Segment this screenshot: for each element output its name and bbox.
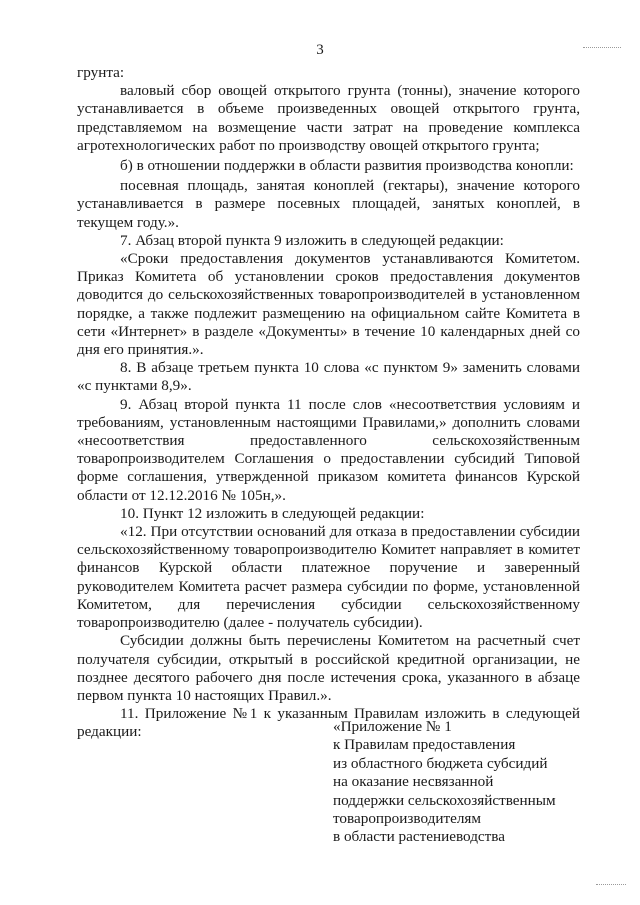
appendix-line: в области растениеводства: [333, 828, 506, 846]
appendix-heading: [333, 718, 593, 847]
paragraph: 9. Абзац второй пункта 11 после слов «несоответствия условиям и требованиям, установленным настоящими Правилами,» дополнить словами «несоответствия предоставленного сельскохозяйственным товаропроизводителем Соглашения о предоставлении субсидий Типовой форме соглашения, утвержденной приказом комитета финансов Курской области от 12.12.2016 № 105н,».: [77, 395, 580, 504]
paragraph: 11. Приложение №1 к указанным Правилам изложить в следующей редакции:: [77, 705, 580, 741]
paragraph: 10. Пункт 12 изложить в следующей редакции:: [120, 504, 425, 522]
document-body: [77, 64, 580, 742]
paragraph: Субсидии должны быть перечислены Комитетом на расчетный счет получателя субсидии, открытый в российской кредитной организации, не позднее десятого рабочего дня после истечения срока, указанного в абзаце первом пункта 10 настоящих Правил.».: [77, 632, 580, 704]
paragraph: валовый сбор овощей открытого грунта (тонны), значение которого устанавливается в объеме произведенных овощей открытого грунта, представляемом на возмещение части затрат на проведение комплекса агротехнологических работ по производству овощей открытого грунта;: [77, 82, 580, 154]
paragraph: «12. При отсутствии оснований для отказа в предоставлении субсидии сельскохозяйственному товаропроизводителю Комитет направляет в комитет финансов Курской области платежное поручение и заверенный руководителем Комитета расчет размера субсидии по форме, установленной Комитетом, для перечисления субсидии сельскохозяйственному товаропроизводителю (далее - получатель субсидии).: [77, 523, 580, 632]
appendix-line: поддержки сельскохозяйственным: [333, 791, 556, 809]
scan-artifact-top-right: [583, 47, 621, 49]
appendix-line: к Правилам предоставления: [333, 736, 516, 754]
paragraph: грунта:: [77, 64, 125, 81]
paragraph: посевная площадь, занятая коноплей (гектары), значение которого устанавливается в размере посевных площадей, занятых коноплей, в текущем году.».: [77, 177, 580, 231]
appendix-line: «Приложение № 1: [333, 718, 452, 735]
appendix-line: на оказание несвязанной: [333, 773, 494, 791]
paragraph: 8. В абзаце третьем пункта 10 слова «с пунктом 9» заменить словами «с пунктами 8,9».: [77, 359, 580, 395]
paragraph: «Сроки предоставления документов устанавливаются Комитетом. Приказ Комитета об установлении сроков предоставления документов доводится до сельскохозяйственных товаропроизводителей в установленном порядке, а также подлежит размещению на официальном сайте Комитета в сети «Интернет» в разделе «Документы» в течение 10 календарных дней со дня его принятия.».: [77, 250, 580, 359]
paragraph: б) в отношении поддержки в области развития производства конопли:: [120, 157, 574, 175]
scan-artifact-bottom-right: [596, 884, 626, 886]
paragraph: 7. Абзац второй пункта 9 изложить в следующей редакции:: [120, 231, 504, 249]
page-number: 3: [316, 42, 324, 58]
appendix-line: товаропроизводителям: [333, 810, 482, 828]
appendix-line: из областного бюджета субсидий: [333, 754, 548, 772]
